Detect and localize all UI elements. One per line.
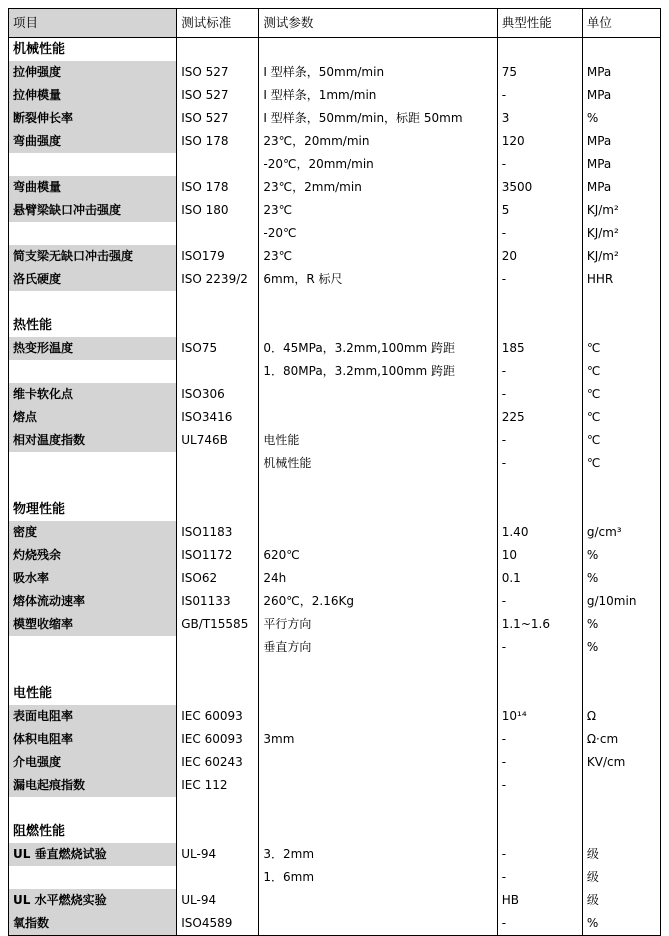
cell-standard: UL-94: [177, 889, 259, 912]
cell-unit: g/cm³: [582, 521, 660, 544]
cell-parameter: 1．6mm: [259, 866, 497, 889]
table-spacer-row: [9, 797, 661, 820]
table-spacer-row: [9, 475, 661, 498]
cell-parameter: 3mm: [259, 728, 497, 751]
cell-unit: [582, 291, 660, 314]
cell-performance: -: [497, 843, 582, 866]
cell-unit: [582, 38, 660, 62]
cell-standard: ISO 527: [177, 61, 259, 84]
cell-unit: MPa: [582, 176, 660, 199]
table-row: [9, 889, 661, 912]
cell-item: [9, 475, 177, 498]
cell-performance: 0.1: [497, 567, 582, 590]
cell-standard: ISO1172: [177, 544, 259, 567]
cell-unit: KJ/m²: [582, 245, 660, 268]
cell-performance: -: [497, 590, 582, 613]
cell-parameter: -20℃: [259, 222, 497, 245]
cell-unit: MPa: [582, 84, 660, 107]
cell-parameter: [259, 774, 497, 797]
cell-performance: 3: [497, 107, 582, 130]
cell-performance: [497, 498, 582, 521]
cell-standard: [177, 866, 259, 889]
cell-standard: [177, 452, 259, 475]
cell-standard: ISO3416: [177, 406, 259, 429]
table-row: [9, 613, 661, 636]
cell-item: UL 垂直燃烧试验: [9, 843, 177, 866]
table-row: [9, 84, 661, 107]
cell-unit: %: [582, 636, 660, 659]
cell-parameter: 3．2mm: [259, 843, 497, 866]
cell-item: 弯曲模量: [9, 176, 177, 199]
cell-standard: ISO4589: [177, 912, 259, 936]
cell-performance: -: [497, 429, 582, 452]
cell-standard: [177, 291, 259, 314]
cell-standard: UL-94: [177, 843, 259, 866]
cell-unit: %: [582, 567, 660, 590]
cell-item: [9, 222, 177, 245]
cell-unit: [582, 314, 660, 337]
cell-performance: -: [497, 84, 582, 107]
cell-performance: [497, 314, 582, 337]
cell-item: [9, 659, 177, 682]
cell-unit: %: [582, 912, 660, 936]
cell-performance: 1.1~1.6: [497, 613, 582, 636]
cell-standard: UL746B: [177, 429, 259, 452]
cell-standard: IEC 60093: [177, 728, 259, 751]
cell-parameter: I 型样条，50mm/min: [259, 61, 497, 84]
table-group-row: [9, 314, 661, 337]
cell-unit: [582, 475, 660, 498]
cell-performance: 5: [497, 199, 582, 222]
cell-standard: IS01133: [177, 590, 259, 613]
cell-parameter: [259, 291, 497, 314]
cell-performance: 10¹⁴: [497, 705, 582, 728]
cell-item: 断裂伸长率: [9, 107, 177, 130]
cell-standard: ISO75: [177, 337, 259, 360]
cell-parameter: 24h: [259, 567, 497, 590]
cell-parameter: I 型样条，50mm/min，标距 50mm: [259, 107, 497, 130]
cell-performance: 120: [497, 130, 582, 153]
cell-standard: [177, 314, 259, 337]
table-row: [9, 912, 661, 936]
table-row: [9, 452, 661, 475]
cell-performance: -: [497, 751, 582, 774]
table-row: [9, 245, 661, 268]
cell-parameter: 电性能: [259, 429, 497, 452]
table-row: [9, 636, 661, 659]
cell-parameter: [259, 751, 497, 774]
cell-standard: ISO 2239/2: [177, 268, 259, 291]
cell-parameter: [259, 475, 497, 498]
cell-parameter: 23℃，20mm/min: [259, 130, 497, 153]
cell-performance: 225: [497, 406, 582, 429]
cell-item: 漏电起痕指数: [9, 774, 177, 797]
cell-standard: ISO 527: [177, 84, 259, 107]
cell-parameter: 平行方向: [259, 613, 497, 636]
cell-performance: -: [497, 360, 582, 383]
cell-performance: -: [497, 383, 582, 406]
cell-item: 洛氏硬度: [9, 268, 177, 291]
cell-parameter: [259, 498, 497, 521]
cell-unit: [582, 659, 660, 682]
cell-parameter: [259, 820, 497, 843]
cell-item: 物理性能: [9, 498, 177, 521]
cell-item: 拉伸模量: [9, 84, 177, 107]
table-row: [9, 383, 661, 406]
cell-unit: [582, 797, 660, 820]
cell-unit: %: [582, 613, 660, 636]
cell-parameter: [259, 521, 497, 544]
header-parameter: 测试参数: [259, 9, 497, 38]
cell-parameter: [259, 682, 497, 705]
cell-parameter: [259, 912, 497, 936]
cell-performance: -: [497, 774, 582, 797]
cell-standard: [177, 475, 259, 498]
cell-unit: KV/cm: [582, 751, 660, 774]
cell-unit: g/10min: [582, 590, 660, 613]
table-row: [9, 843, 661, 866]
table-spacer-row: [9, 291, 661, 314]
cell-standard: ISO1183: [177, 521, 259, 544]
cell-item: 机械性能: [9, 38, 177, 62]
cell-performance: 10: [497, 544, 582, 567]
table-row: [9, 429, 661, 452]
cell-performance: -: [497, 728, 582, 751]
cell-unit: ℃: [582, 360, 660, 383]
cell-standard: [177, 222, 259, 245]
cell-performance: -: [497, 866, 582, 889]
header-unit: 单位: [582, 9, 660, 38]
material-spec-table: [8, 8, 661, 936]
table-row: [9, 774, 661, 797]
table-row: [9, 130, 661, 153]
cell-unit: Ω·cm: [582, 728, 660, 751]
table-row: [9, 751, 661, 774]
cell-unit: [582, 682, 660, 705]
cell-item: 简支梁无缺口冲击强度: [9, 245, 177, 268]
cell-unit: MPa: [582, 61, 660, 84]
table-header-row: [9, 9, 661, 38]
cell-standard: [177, 498, 259, 521]
cell-item: 熔点: [9, 406, 177, 429]
cell-item: 表面电阻率: [9, 705, 177, 728]
cell-item: [9, 291, 177, 314]
cell-unit: ℃: [582, 337, 660, 360]
cell-standard: [177, 659, 259, 682]
cell-performance: [497, 38, 582, 62]
cell-parameter: [259, 406, 497, 429]
cell-unit: ℃: [582, 383, 660, 406]
cell-item: [9, 452, 177, 475]
header-standard: 测试标准: [177, 9, 259, 38]
cell-unit: MPa: [582, 130, 660, 153]
cell-unit: [582, 820, 660, 843]
cell-standard: ISO 178: [177, 130, 259, 153]
cell-unit: ℃: [582, 452, 660, 475]
cell-parameter: [259, 797, 497, 820]
cell-standard: GB/T15585: [177, 613, 259, 636]
cell-performance: [497, 291, 582, 314]
cell-performance: 3500: [497, 176, 582, 199]
cell-standard: IEC 60093: [177, 705, 259, 728]
cell-parameter: 23℃，2mm/min: [259, 176, 497, 199]
cell-parameter: [259, 705, 497, 728]
cell-standard: ISO 527: [177, 107, 259, 130]
cell-item: 热变形温度: [9, 337, 177, 360]
cell-item: 电性能: [9, 682, 177, 705]
cell-parameter: 620℃: [259, 544, 497, 567]
cell-parameter: 23℃: [259, 245, 497, 268]
table-row: [9, 590, 661, 613]
cell-item: [9, 866, 177, 889]
cell-item: 密度: [9, 521, 177, 544]
cell-standard: [177, 38, 259, 62]
cell-parameter: -20℃，20mm/min: [259, 153, 497, 176]
table-spacer-row: [9, 659, 661, 682]
cell-performance: HB: [497, 889, 582, 912]
cell-unit: MPa: [582, 153, 660, 176]
table-row: [9, 61, 661, 84]
cell-parameter: 垂直方向: [259, 636, 497, 659]
cell-performance: -: [497, 153, 582, 176]
table-row: [9, 222, 661, 245]
cell-performance: [497, 820, 582, 843]
cell-unit: %: [582, 544, 660, 567]
cell-standard: [177, 153, 259, 176]
table-group-row: [9, 820, 661, 843]
cell-unit: 级: [582, 866, 660, 889]
cell-performance: -: [497, 452, 582, 475]
cell-standard: [177, 820, 259, 843]
cell-unit: %: [582, 107, 660, 130]
cell-item: 热性能: [9, 314, 177, 337]
cell-standard: IEC 60243: [177, 751, 259, 774]
cell-performance: -: [497, 636, 582, 659]
cell-item: 体积电阻率: [9, 728, 177, 751]
table-row: [9, 705, 661, 728]
cell-item: [9, 153, 177, 176]
cell-performance: 185: [497, 337, 582, 360]
table-body: [9, 9, 661, 936]
table-row: [9, 268, 661, 291]
cell-item: 悬臂梁缺口冲击强度: [9, 199, 177, 222]
cell-performance: -: [497, 912, 582, 936]
cell-item: [9, 360, 177, 383]
cell-performance: -: [497, 222, 582, 245]
table-row: [9, 176, 661, 199]
table-row: [9, 866, 661, 889]
cell-parameter: [259, 383, 497, 406]
cell-parameter: 机械性能: [259, 452, 497, 475]
cell-standard: ISO 180: [177, 199, 259, 222]
cell-standard: [177, 682, 259, 705]
cell-parameter: I 型样条，1mm/min: [259, 84, 497, 107]
cell-performance: 20: [497, 245, 582, 268]
table-row: [9, 107, 661, 130]
table-row: [9, 521, 661, 544]
cell-performance: [497, 682, 582, 705]
cell-item: 介电强度: [9, 751, 177, 774]
cell-parameter: 1．80MPa，3.2mm,100mm 跨距: [259, 360, 497, 383]
table-group-row: [9, 682, 661, 705]
cell-unit: ℃: [582, 429, 660, 452]
table-row: [9, 199, 661, 222]
cell-parameter: 260℃，2.16Kg: [259, 590, 497, 613]
cell-performance: -: [497, 268, 582, 291]
table-row: [9, 567, 661, 590]
header-performance: 典型性能: [497, 9, 582, 38]
cell-item: 拉伸强度: [9, 61, 177, 84]
cell-parameter: [259, 889, 497, 912]
cell-standard: [177, 636, 259, 659]
cell-parameter: 0．45MPa，3.2mm,100mm 跨距: [259, 337, 497, 360]
cell-unit: 级: [582, 843, 660, 866]
cell-standard: ISO179: [177, 245, 259, 268]
cell-item: 氧指数: [9, 912, 177, 936]
cell-item: 相对温度指数: [9, 429, 177, 452]
cell-unit: 级: [582, 889, 660, 912]
table-row: [9, 728, 661, 751]
cell-standard: ISO62: [177, 567, 259, 590]
cell-item: 弯曲强度: [9, 130, 177, 153]
table-group-row: [9, 38, 661, 62]
cell-item: 模塑收缩率: [9, 613, 177, 636]
cell-parameter: [259, 659, 497, 682]
cell-performance: 75: [497, 61, 582, 84]
cell-performance: 1.40: [497, 521, 582, 544]
cell-item: [9, 636, 177, 659]
cell-standard: IEC 112: [177, 774, 259, 797]
cell-standard: [177, 360, 259, 383]
cell-unit: [582, 774, 660, 797]
cell-unit: ℃: [582, 406, 660, 429]
cell-unit: KJ/m²: [582, 199, 660, 222]
table-group-row: [9, 498, 661, 521]
cell-parameter: 6mm，R 标尺: [259, 268, 497, 291]
cell-standard: [177, 797, 259, 820]
cell-item: 阻燃性能: [9, 820, 177, 843]
cell-standard: ISO306: [177, 383, 259, 406]
cell-item: 熔体流动速率: [9, 590, 177, 613]
cell-performance: [497, 659, 582, 682]
table-row: [9, 406, 661, 429]
cell-performance: [497, 797, 582, 820]
cell-parameter: [259, 38, 497, 62]
cell-unit: KJ/m²: [582, 222, 660, 245]
header-item: 项目: [9, 9, 177, 38]
cell-unit: Ω: [582, 705, 660, 728]
cell-item: [9, 797, 177, 820]
cell-performance: [497, 475, 582, 498]
cell-item: UL 水平燃烧实验: [9, 889, 177, 912]
cell-standard: ISO 178: [177, 176, 259, 199]
cell-parameter: 23℃: [259, 199, 497, 222]
cell-item: 灼烧残余: [9, 544, 177, 567]
cell-item: 维卡软化点: [9, 383, 177, 406]
cell-item: 吸水率: [9, 567, 177, 590]
cell-parameter: [259, 314, 497, 337]
table-row: [9, 544, 661, 567]
table-row: [9, 153, 661, 176]
cell-unit: [582, 498, 660, 521]
cell-unit: HHR: [582, 268, 660, 291]
table-row: [9, 360, 661, 383]
table-row: [9, 337, 661, 360]
